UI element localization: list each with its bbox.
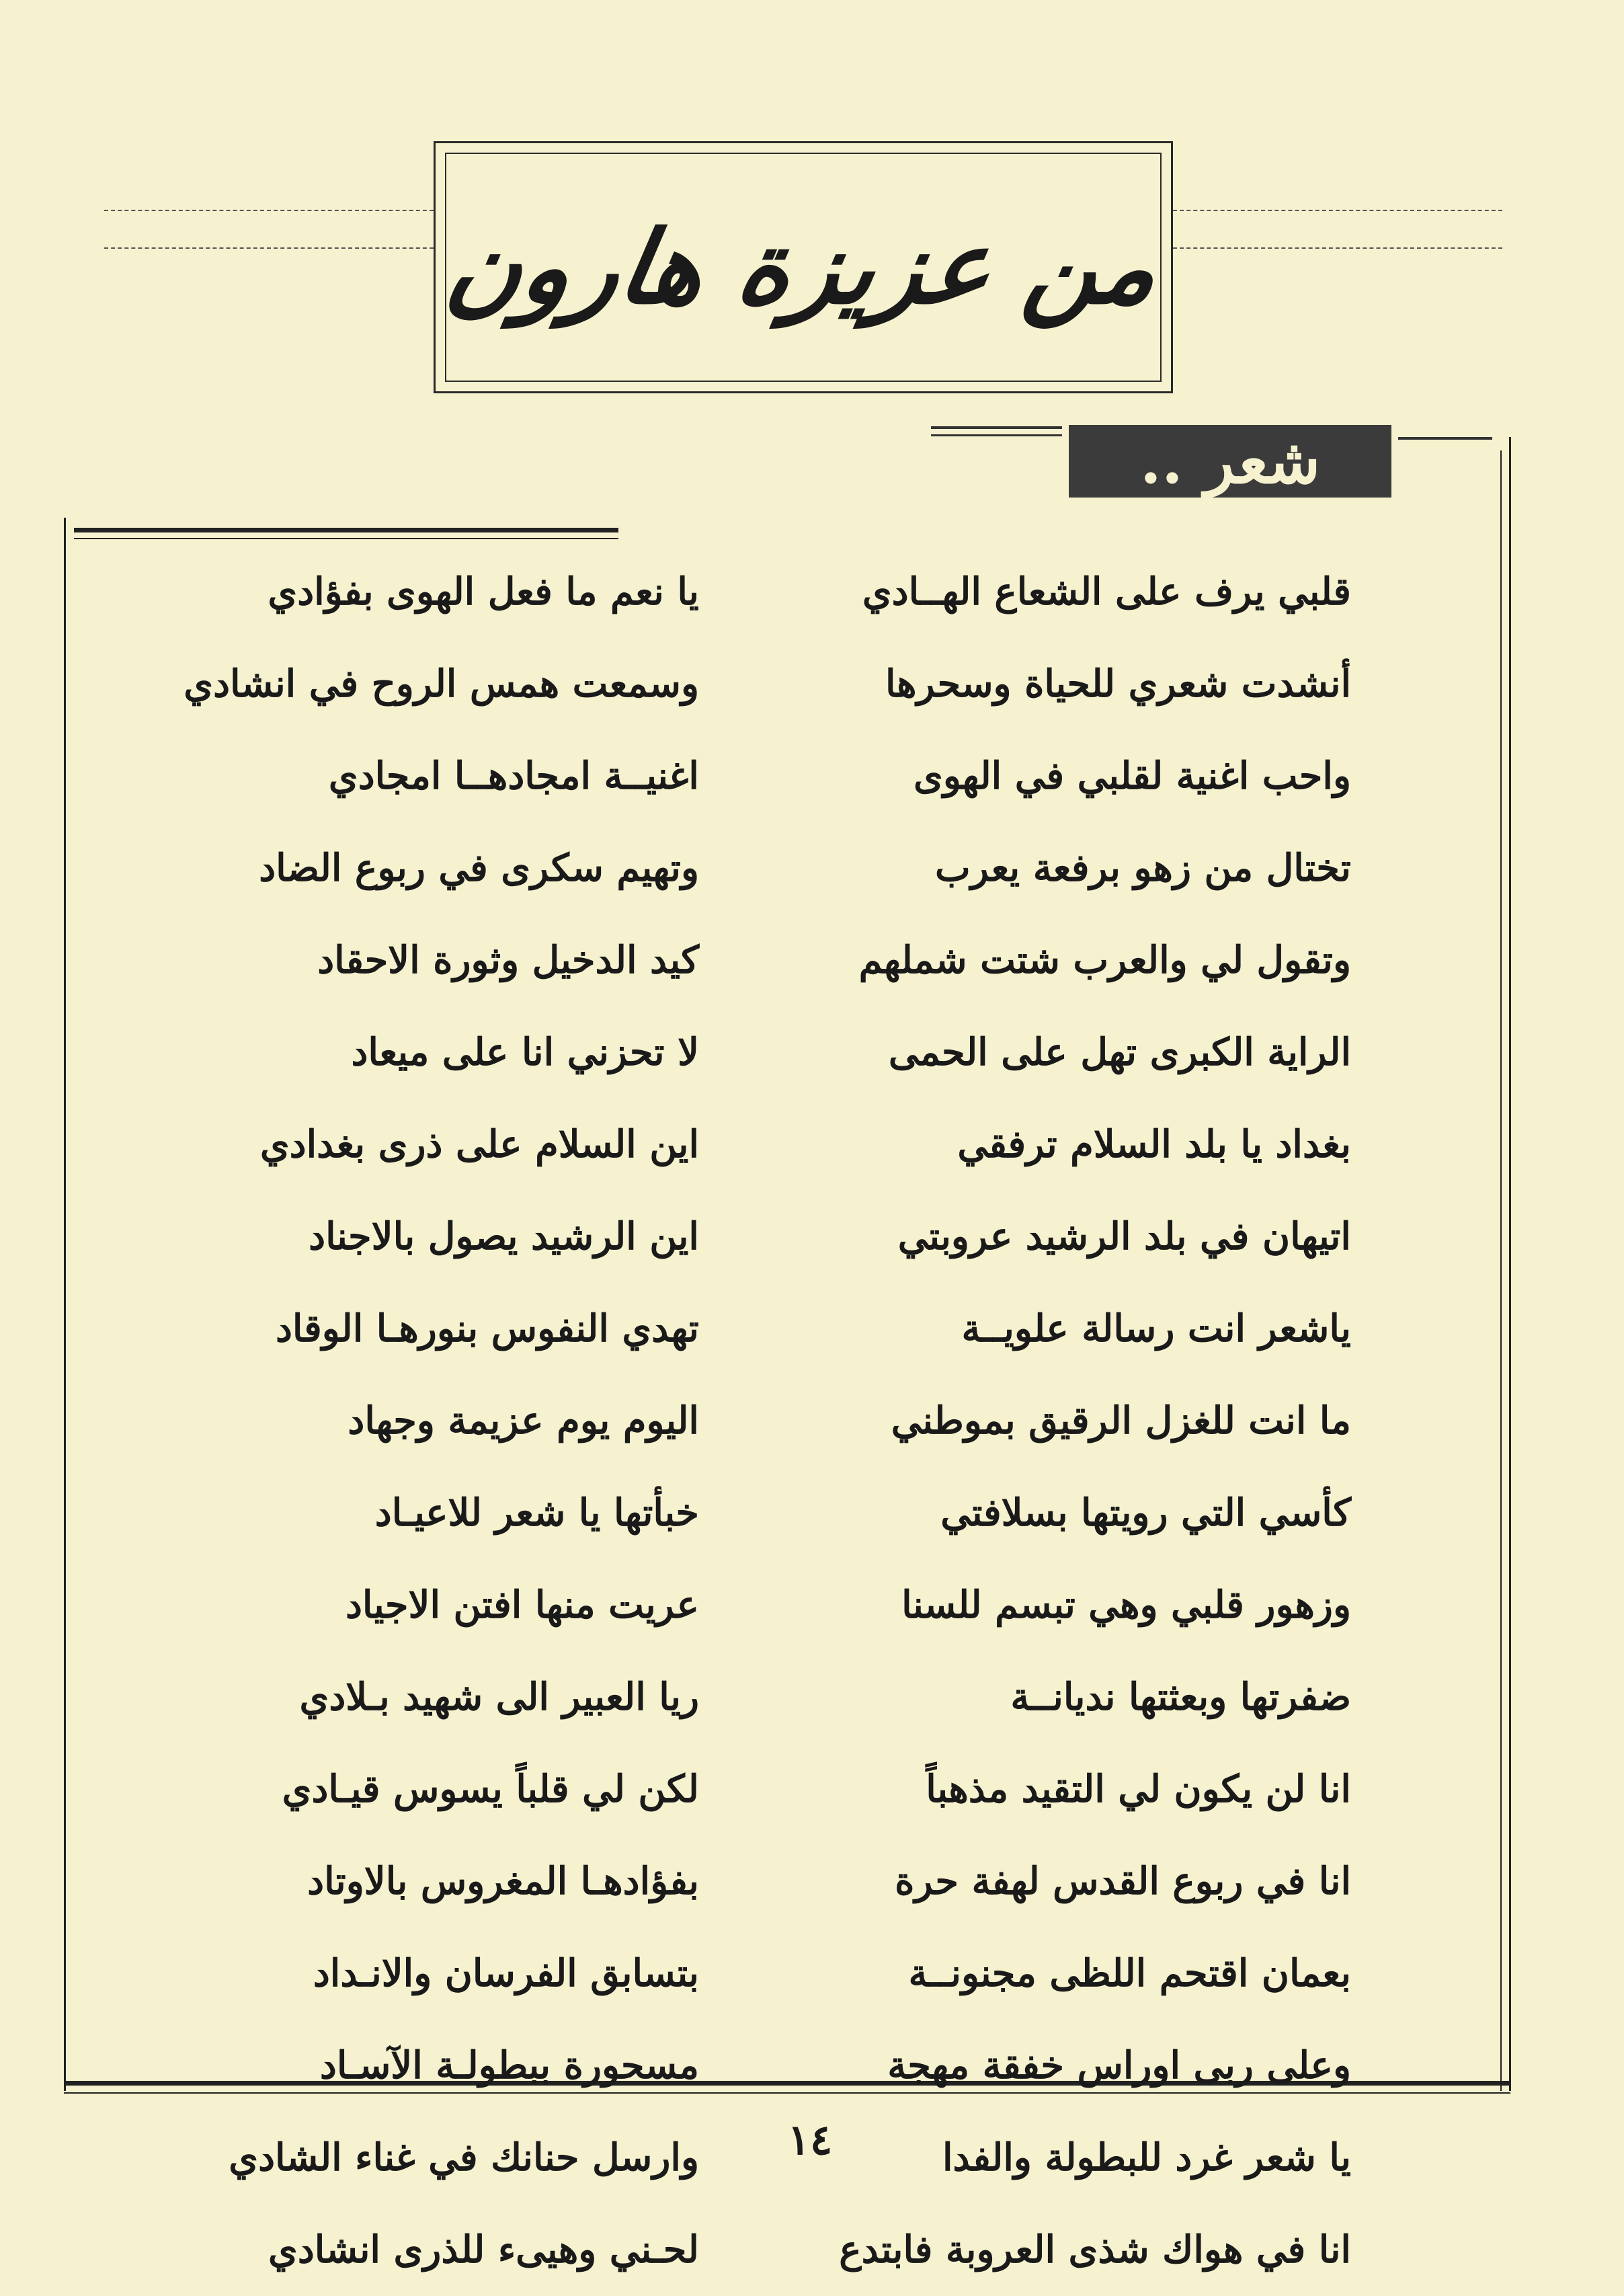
verse-line: ياشعر انت رسالة علويــة bbox=[961, 1306, 1351, 1351]
frame-top-rule bbox=[74, 528, 618, 532]
verse-line: وعلى ربى اوراس خفقة مهجة bbox=[887, 2043, 1351, 2088]
verse-line: يا نعم ما فعل الهوى بفؤادي bbox=[268, 569, 699, 614]
verse-line: اغنيــة امجادهــا امجادي bbox=[328, 754, 699, 798]
verse-line: وسمعت همس الروح في انشادي bbox=[184, 662, 699, 706]
section-label: شعر .. bbox=[1069, 425, 1391, 498]
page-title: من عزيزة هارون bbox=[438, 208, 1168, 327]
frame-top-rule-inner bbox=[74, 538, 618, 539]
title-box bbox=[434, 141, 1173, 393]
poem-column-right bbox=[839, 546, 1351, 2296]
verse-line: لا تحزني انا على ميعاد bbox=[351, 1030, 699, 1074]
verse-line: بفؤادهـا المغروس بالاوتاد bbox=[307, 1859, 699, 1903]
verse-line: وتقول لي والعرب شتت شملهم bbox=[858, 938, 1351, 982]
verse-line: ما انت للغزل الرقيق بموطني bbox=[891, 1398, 1351, 1443]
verse-line: بتسابق الفرسان والانـداد bbox=[313, 1951, 699, 1995]
verse-line: لحـني وهيىء للذرى انشادي bbox=[268, 2227, 699, 2272]
page-number: ١٤ bbox=[787, 2115, 833, 2164]
verse-line: وتهيم سكرى في ربوع الضاد bbox=[259, 846, 699, 890]
verse-line: عريت منها افتن الاجياد bbox=[345, 1583, 699, 1627]
verse-line: مسحورة ببطولـة الآسـاد bbox=[319, 2043, 699, 2088]
title-rule-right bbox=[1173, 210, 1502, 249]
verse-line: انا في هواك شذى العروبة فابتدع bbox=[839, 2227, 1351, 2272]
verse-line: كيد الدخيل وثورة الاحقاد bbox=[317, 938, 699, 982]
verse-line: بعمان اقتحم اللظى مجنونــة bbox=[908, 1951, 1351, 1995]
poem-column-left bbox=[184, 546, 699, 2296]
frame-right-rule-inner bbox=[1500, 450, 1502, 2091]
verse-line: انا في ربوع القدس لهفة حرة bbox=[895, 1859, 1351, 1903]
verse-line: خبأتها يا شعر للاعيـاد bbox=[374, 1491, 699, 1535]
verse-line: انا لن يكون لي التقيد مذهباً bbox=[926, 1767, 1351, 1811]
verse-line: واحب اغنية لقلبي في الهوى bbox=[914, 754, 1351, 798]
verse-line: يا شعر غرد للبطولة والفدا bbox=[942, 2135, 1351, 2180]
label-rule-left bbox=[931, 426, 1062, 429]
label-rule-left-inner bbox=[931, 434, 1062, 436]
frame-left-rule bbox=[64, 518, 66, 2091]
verse-line: ريا العبير الى شهيد بـلادي bbox=[299, 1675, 699, 1719]
frame-right-rule bbox=[1509, 437, 1511, 2091]
verse-line: اليوم يوم عزيمة وجهاد bbox=[348, 1398, 699, 1443]
verse-line: تختال من زهو برفعة يعرب bbox=[934, 846, 1351, 890]
verse-line: بغداد يا بلد السلام ترفقي bbox=[957, 1122, 1351, 1166]
verse-line: اين السلام على ذرى بغدادي bbox=[259, 1122, 699, 1166]
verse-line: اين الرشيد يصول بالاجناد bbox=[309, 1214, 699, 1259]
verse-line: وارسل حنانك في غناء الشادي bbox=[229, 2135, 699, 2180]
verse-line: قلبي يرف على الشعاع الهــادي bbox=[862, 569, 1351, 614]
verse-line: ضفرتها وبعثتها نديانــة bbox=[1010, 1675, 1351, 1719]
verse-line: لكن لي قلباً يسوس قيـادي bbox=[282, 1767, 699, 1811]
verse-line: اتيهان في بلد الرشيد عروبتي bbox=[897, 1214, 1351, 1259]
verse-line: أنشدت شعري للحياة وسحرها bbox=[885, 662, 1351, 706]
label-rule-right bbox=[1398, 437, 1492, 440]
title-rule-left bbox=[104, 210, 434, 249]
verse-line: الراية الكبرى تهل على الحمى bbox=[888, 1030, 1351, 1074]
verse-line: كأسي التي رويتها بسلافتي bbox=[940, 1491, 1351, 1535]
verse-line: وزهور قلبي وهي تبسم للسنا bbox=[901, 1583, 1351, 1627]
verse-line: تهدي النفوس بنورهـا الوقاد bbox=[275, 1306, 699, 1351]
